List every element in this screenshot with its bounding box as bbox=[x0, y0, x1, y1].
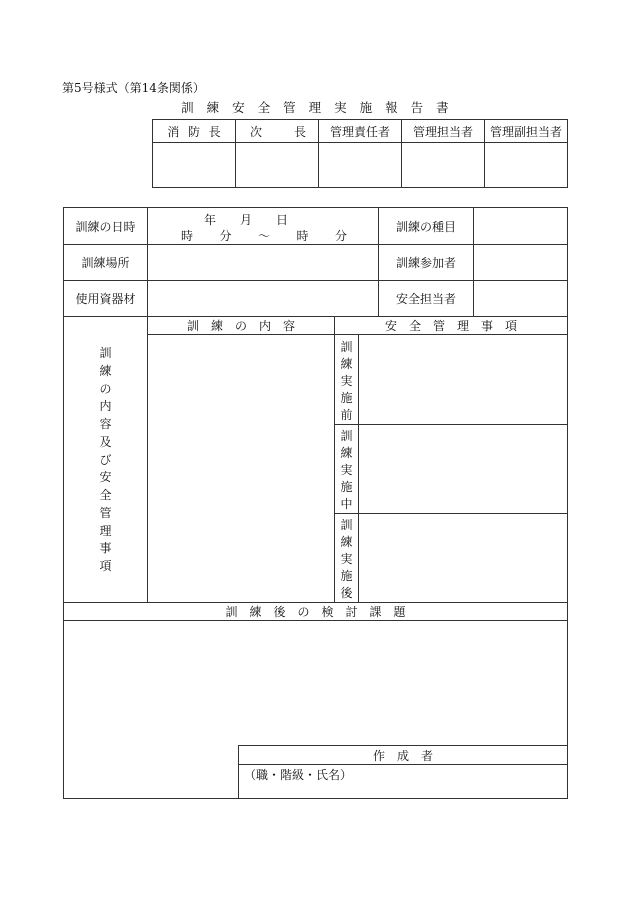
approval-label-char: 次 bbox=[250, 124, 263, 139]
side-label-char: び bbox=[99, 452, 112, 467]
approval-seal-sub-person[interactable] bbox=[485, 143, 568, 188]
document-title: 訓 練 安 全 管 理 実 施 報 告 書 bbox=[181, 100, 449, 115]
approval-label-char: 消 bbox=[167, 124, 180, 139]
approval-header-person-in-charge: 管理担当者 bbox=[402, 120, 485, 143]
content-field[interactable] bbox=[148, 335, 334, 602]
form-number: 第5号様式（第14条関係） bbox=[62, 81, 205, 95]
phase-label-char: 訓 bbox=[340, 518, 353, 532]
phase-during-label bbox=[335, 427, 358, 511]
time-unit: 時 bbox=[181, 229, 194, 243]
phase-label-char: 実 bbox=[340, 552, 353, 566]
equipment-field[interactable] bbox=[148, 281, 378, 316]
phase-label-char: 練 bbox=[340, 446, 353, 460]
phase-before-label bbox=[335, 338, 358, 422]
side-label-char: 管 bbox=[99, 505, 112, 520]
participants-label: 訓練参加者 bbox=[395, 256, 456, 270]
safety-header: 安 全 管 理 事 項 bbox=[384, 319, 517, 333]
date-unit: 年 bbox=[204, 213, 217, 227]
place-label: 訓練場所 bbox=[81, 256, 130, 270]
safety-officer-field[interactable] bbox=[474, 281, 567, 316]
side-label-char: の bbox=[99, 381, 112, 396]
side-label-char: 事 bbox=[99, 541, 112, 556]
safety-officer-label: 安全担当者 bbox=[395, 292, 456, 306]
approval-label-char: 長 bbox=[208, 124, 221, 139]
approval-stamp-table bbox=[152, 119, 568, 188]
side-label-char: 及 bbox=[99, 434, 112, 449]
date-line-ymd[interactable] bbox=[204, 211, 288, 228]
approval-seal-chief[interactable] bbox=[153, 143, 236, 188]
review-header: 訓 練 後 の 検 討 課 題 bbox=[225, 605, 406, 619]
review-field[interactable] bbox=[64, 621, 567, 745]
time-unit: 分 bbox=[334, 229, 347, 243]
phase-label-char: 実 bbox=[340, 374, 353, 388]
phase-label-char: 訓 bbox=[340, 429, 353, 443]
phase-label-char: 訓 bbox=[340, 340, 353, 354]
author-header: 作 成 者 bbox=[372, 748, 433, 763]
phase-label-char: 練 bbox=[340, 535, 353, 549]
date-unit: 日 bbox=[275, 213, 288, 227]
phase-label-char: 施 bbox=[340, 569, 353, 583]
approval-label-char: 長 bbox=[293, 124, 306, 139]
phase-label-char: 練 bbox=[340, 357, 353, 371]
side-label-char: 項 bbox=[99, 559, 112, 573]
safety-during-field[interactable] bbox=[359, 425, 567, 513]
approval-seal-person-in-charge[interactable] bbox=[402, 143, 485, 188]
safety-before-field[interactable] bbox=[359, 335, 567, 424]
type-label: 訓練の種目 bbox=[395, 219, 456, 234]
approval-header-chief bbox=[153, 120, 236, 143]
side-label-char: 安 bbox=[99, 470, 112, 485]
time-unit: 分 bbox=[219, 229, 232, 243]
phase-label-char: 後 bbox=[340, 586, 353, 600]
phase-label-char: 中 bbox=[340, 497, 353, 511]
side-label-char: 全 bbox=[99, 488, 112, 502]
phase-label-char: 実 bbox=[340, 463, 353, 477]
content-header: 訓 練 の 内 容 bbox=[186, 319, 295, 333]
report-form bbox=[63, 207, 568, 799]
phase-label-char: 施 bbox=[340, 391, 353, 405]
safety-after-field[interactable] bbox=[359, 514, 567, 602]
phase-label-char: 前 bbox=[340, 408, 353, 422]
approval-label-char: 防 bbox=[187, 124, 200, 139]
side-label-char: 訓 bbox=[99, 346, 112, 360]
approval-header-sub-person: 管理副担当者 bbox=[485, 120, 568, 143]
phase-after-label bbox=[335, 516, 358, 600]
side-label-char: 理 bbox=[99, 523, 112, 538]
author-note: （職・階級・氏名） bbox=[244, 768, 353, 782]
approval-header-manager: 管理責任者 bbox=[319, 120, 402, 143]
type-field[interactable] bbox=[474, 208, 567, 244]
time-unit: ～ bbox=[257, 229, 270, 243]
side-label-char: 内 bbox=[99, 399, 112, 414]
approval-seal-deputy[interactable] bbox=[236, 143, 319, 188]
time-unit: 時 bbox=[296, 229, 309, 243]
participants-field[interactable] bbox=[474, 245, 567, 280]
side-label bbox=[64, 344, 147, 574]
date-line-time[interactable] bbox=[181, 227, 347, 244]
approval-header-deputy bbox=[236, 120, 319, 143]
side-label-char: 容 bbox=[99, 417, 112, 431]
phase-label-char: 施 bbox=[340, 480, 353, 494]
place-field[interactable] bbox=[148, 245, 378, 280]
approval-seal-manager[interactable] bbox=[319, 143, 402, 188]
side-label-char: 練 bbox=[99, 363, 112, 378]
date-unit: 月 bbox=[239, 213, 252, 227]
equipment-label: 使用資器材 bbox=[75, 292, 136, 306]
date-label: 訓練の日時 bbox=[75, 219, 136, 234]
